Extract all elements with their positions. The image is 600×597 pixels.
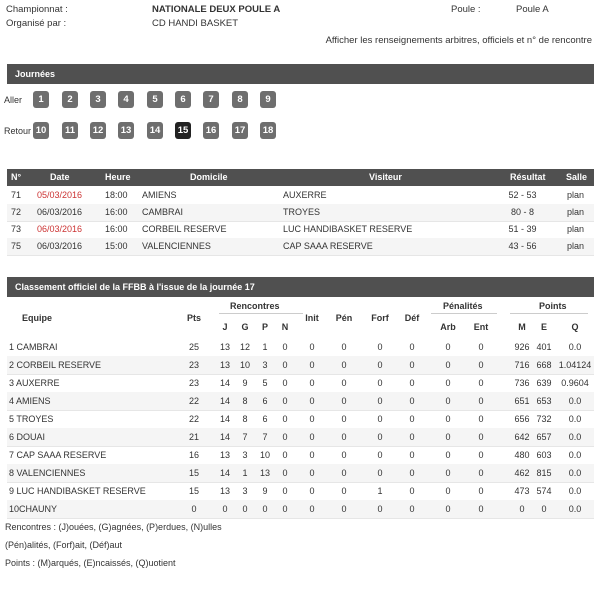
- cell-ent: 0: [478, 414, 484, 424]
- cell-g: 8: [242, 396, 248, 406]
- cell-g: 1: [242, 468, 248, 478]
- col-equipe: Equipe: [22, 313, 53, 323]
- cell-j: 13: [219, 486, 230, 496]
- cell-p: 0: [262, 504, 268, 514]
- journee-button-2[interactable]: 2: [62, 91, 78, 108]
- cell-q: 0.0: [568, 396, 582, 406]
- cell-forf: 0: [377, 504, 383, 514]
- team-name: 2 CORBEIL RESERVE: [9, 360, 102, 370]
- cell-arb: 0: [445, 378, 451, 388]
- cell-q: 0.9604: [561, 378, 589, 388]
- cell-forf: 1: [377, 486, 383, 496]
- col-pts: Pts: [186, 313, 201, 323]
- match-resultat: 80 - 8: [510, 207, 534, 217]
- cell-q: 0.0: [568, 504, 582, 514]
- cell-def: 0: [409, 504, 415, 514]
- cell-pen: 0: [341, 360, 347, 370]
- retour-label: Retour: [4, 126, 32, 136]
- cell-j: 14: [219, 432, 230, 442]
- cell-forf: 0: [377, 468, 383, 478]
- classement-row: [7, 464, 594, 483]
- cell-pen: 0: [341, 468, 347, 478]
- match-resultat: 43 - 56: [508, 241, 537, 251]
- col-m: M: [518, 322, 526, 332]
- cell-ent: 0: [478, 432, 484, 442]
- cell-def: 0: [409, 396, 415, 406]
- cell-forf: 0: [377, 378, 383, 388]
- cell-n: 0: [282, 504, 288, 514]
- cell-ent: 0: [478, 450, 484, 460]
- match-date: 06/03/2016: [37, 207, 83, 217]
- cell-pts: 15: [188, 468, 199, 478]
- col-n: N: [281, 322, 289, 332]
- cell-g: 8: [242, 414, 248, 424]
- cell-g: 9: [242, 378, 248, 388]
- cell-def: 0: [409, 414, 415, 424]
- team-name: 1 CAMBRAI: [9, 342, 58, 352]
- match-row: [7, 238, 594, 256]
- cell-arb: 0: [445, 360, 451, 370]
- match-domicile: AMIENS: [142, 190, 177, 200]
- cell-j: 14: [219, 396, 230, 406]
- championnat-value: NATIONALE DEUX POULE A: [152, 4, 281, 15]
- col-salle: Salle: [566, 172, 588, 182]
- cell-e: 815: [536, 468, 552, 478]
- classement-row: [7, 446, 594, 465]
- cell-forf: 0: [377, 414, 383, 424]
- cell-pts: 0: [191, 504, 197, 514]
- cell-j: 14: [219, 468, 230, 478]
- cell-m: 480: [514, 450, 530, 460]
- journee-button-12[interactable]: 12: [90, 122, 106, 139]
- cell-m: 462: [514, 468, 530, 478]
- match-visiteur: TROYES: [283, 207, 321, 217]
- journee-button-5[interactable]: 5: [147, 91, 163, 108]
- team-name: 4 AMIENS: [9, 396, 51, 406]
- cell-e: 732: [536, 414, 552, 424]
- organise-value: CD HANDI BASKET: [152, 18, 239, 29]
- cell-init: 0: [309, 414, 315, 424]
- match-salle[interactable]: plan: [567, 207, 585, 217]
- match-date: 06/03/2016: [37, 241, 83, 251]
- cell-pen: 0: [341, 396, 347, 406]
- cell-m: 642: [514, 432, 530, 442]
- cell-pts: 15: [188, 486, 199, 496]
- col-j: J: [222, 322, 228, 332]
- legend-penalites: (Pén)alités, (Forf)ait, (Déf)aut: [5, 540, 123, 550]
- journees-title: Journées: [15, 69, 56, 79]
- cell-forf: 0: [377, 342, 383, 352]
- cell-pen: 0: [341, 504, 347, 514]
- poule-label: Poule :: [451, 4, 481, 15]
- legend-rencontres: Rencontres : (J)ouées, (G)agnées, (P)erdues, (N)ulles: [5, 522, 222, 532]
- match-resultat: 51 - 39: [508, 224, 537, 234]
- cell-g: 3: [242, 486, 248, 496]
- match-visiteur: AUXERRE: [283, 190, 327, 200]
- classement-row: [7, 482, 594, 501]
- match-domicile: CAMBRAI: [142, 207, 184, 217]
- rencontres-underline: [219, 313, 303, 314]
- cell-ent: 0: [478, 378, 484, 388]
- cell-p: 5: [262, 378, 268, 388]
- cell-q: 0.0: [568, 450, 582, 460]
- cell-n: 0: [282, 396, 288, 406]
- match-num: 72: [11, 207, 22, 217]
- cell-def: 0: [409, 468, 415, 478]
- cell-pts: 22: [188, 396, 199, 406]
- cell-forf: 0: [377, 432, 383, 442]
- journee-button-14[interactable]: 14: [147, 122, 163, 139]
- journee-button-4[interactable]: 4: [118, 91, 134, 108]
- col-num: N°: [11, 172, 22, 182]
- match-date: 05/03/2016: [37, 190, 83, 200]
- classement-row: [7, 356, 594, 375]
- cell-arb: 0: [445, 486, 451, 496]
- cell-pen: 0: [341, 450, 347, 460]
- classement-row: [7, 410, 594, 429]
- col-p: P: [261, 322, 268, 332]
- match-row: [7, 204, 594, 222]
- cell-forf: 0: [377, 360, 383, 370]
- match-domicile: CORBEIL RESERVE: [142, 224, 227, 234]
- cell-p: 10: [259, 450, 270, 460]
- group-rencontres: Rencontres: [230, 301, 280, 311]
- cell-pts: 25: [188, 342, 199, 352]
- cell-init: 0: [309, 360, 315, 370]
- journee-button-11[interactable]: 11: [62, 122, 78, 139]
- cell-e: 401: [536, 342, 552, 352]
- cell-g: 12: [239, 342, 250, 352]
- match-resultat: 52 - 53: [508, 190, 537, 200]
- cell-g: 10: [239, 360, 250, 370]
- cell-m: 736: [514, 378, 530, 388]
- cell-q: 0.0: [568, 432, 582, 442]
- cell-e: 653: [536, 396, 552, 406]
- cell-init: 0: [309, 432, 315, 442]
- cell-n: 0: [282, 360, 288, 370]
- match-salle[interactable]: plan: [567, 224, 585, 234]
- cell-arb: 0: [445, 450, 451, 460]
- col-q: Q: [571, 322, 579, 332]
- col-forf: Forf: [371, 313, 389, 323]
- renseignements-link[interactable]: Afficher les renseignements arbitres, officiels et n° de rencontre: [325, 35, 592, 46]
- cell-j: 13: [219, 360, 230, 370]
- cell-m: 656: [514, 414, 530, 424]
- cell-g: 3: [242, 450, 248, 460]
- journee-button-15[interactable]: 15: [175, 122, 191, 139]
- journee-button-6[interactable]: 6: [175, 91, 191, 108]
- cell-n: 0: [282, 378, 288, 388]
- cell-init: 0: [309, 468, 315, 478]
- cell-forf: 0: [377, 450, 383, 460]
- match-num: 73: [11, 224, 22, 234]
- journee-button-8[interactable]: 8: [232, 91, 248, 108]
- col-resultat: Résultat: [510, 172, 546, 182]
- classement-title: Classement officiel de la FFBB à l'issue de la journée 17: [15, 282, 255, 292]
- cell-pen: 0: [341, 342, 347, 352]
- cell-def: 0: [409, 360, 415, 370]
- team-name: 5 TROYES: [9, 414, 54, 424]
- cell-e: 657: [536, 432, 552, 442]
- col-g: G: [241, 322, 249, 332]
- cell-init: 0: [309, 378, 315, 388]
- cell-p: 13: [259, 468, 270, 478]
- cell-q: 0.0: [568, 486, 582, 496]
- cell-forf: 0: [377, 396, 383, 406]
- cell-p: 1: [262, 342, 268, 352]
- cell-ent: 0: [478, 396, 484, 406]
- col-arb: Arb: [440, 322, 456, 332]
- classement-row: [7, 374, 594, 393]
- team-name: 9 LUC HANDIBASKET RESERVE: [9, 486, 146, 496]
- points-underline: [510, 313, 588, 314]
- cell-arb: 0: [445, 342, 451, 352]
- cell-j: 13: [219, 450, 230, 460]
- cell-init: 0: [309, 486, 315, 496]
- journee-button-16[interactable]: 16: [203, 122, 219, 139]
- journee-button-9[interactable]: 9: [260, 91, 276, 108]
- cell-p: 6: [262, 396, 268, 406]
- team-name: 6 DOUAI: [9, 432, 46, 442]
- cell-def: 0: [409, 432, 415, 442]
- team-name: 8 VALENCIENNES: [9, 468, 86, 478]
- cell-pen: 0: [341, 378, 347, 388]
- cell-n: 0: [282, 468, 288, 478]
- match-domicile: VALENCIENNES: [142, 241, 211, 251]
- cell-e: 603: [536, 450, 552, 460]
- cell-m: 0: [519, 504, 525, 514]
- col-e: E: [540, 322, 547, 332]
- cell-q: 1.04124: [558, 360, 592, 370]
- match-visiteur: LUC HANDIBASKET RESERVE: [283, 224, 413, 234]
- cell-ent: 0: [478, 360, 484, 370]
- poule-value: Poule A: [516, 4, 549, 15]
- col-ent: Ent: [473, 322, 489, 332]
- match-salle[interactable]: plan: [567, 241, 585, 251]
- match-row: [7, 221, 594, 239]
- journee-button-10[interactable]: 10: [33, 122, 49, 139]
- championnat-label: Championnat :: [6, 4, 68, 15]
- cell-p: 3: [262, 360, 268, 370]
- cell-e: 668: [536, 360, 552, 370]
- team-name: 7 CAP SAAA RESERVE: [9, 450, 107, 460]
- col-heure: Heure: [105, 172, 131, 182]
- col-visiteur: Visiteur: [369, 172, 402, 182]
- col-pen: Pén: [335, 313, 353, 323]
- classement-row: [7, 500, 594, 519]
- cell-e: 0: [541, 504, 547, 514]
- cell-pen: 0: [341, 414, 347, 424]
- cell-q: 0.0: [568, 414, 582, 424]
- cell-q: 0.0: [568, 342, 582, 352]
- cell-g: 7: [242, 432, 248, 442]
- classement-row: [7, 428, 594, 447]
- classement-row: [7, 338, 594, 357]
- cell-m: 926: [514, 342, 530, 352]
- col-init: Init: [305, 313, 319, 323]
- cell-j: 13: [219, 342, 230, 352]
- journee-button-17[interactable]: 17: [232, 122, 248, 139]
- cell-n: 0: [282, 414, 288, 424]
- cell-arb: 0: [445, 468, 451, 478]
- cell-arb: 0: [445, 504, 451, 514]
- journee-button-13[interactable]: 13: [118, 122, 134, 139]
- journees-header: [7, 64, 594, 84]
- cell-j: 0: [222, 504, 228, 514]
- classement-header: [7, 277, 594, 297]
- cell-def: 0: [409, 342, 415, 352]
- cell-arb: 0: [445, 414, 451, 424]
- cell-p: 7: [262, 432, 268, 442]
- team-name: 10CHAUNY: [9, 504, 58, 514]
- cell-init: 0: [309, 504, 315, 514]
- cell-ent: 0: [478, 342, 484, 352]
- team-name: 3 AUXERRE: [9, 378, 60, 388]
- cell-n: 0: [282, 342, 288, 352]
- match-num: 75: [11, 241, 22, 251]
- cell-pts: 23: [188, 360, 199, 370]
- classement-row: [7, 392, 594, 411]
- group-penalites: Pénalités: [443, 301, 483, 311]
- match-heure: 18:00: [105, 190, 128, 200]
- journee-button-18[interactable]: 18: [260, 122, 276, 139]
- cell-q: 0.0: [568, 468, 582, 478]
- cell-ent: 0: [478, 468, 484, 478]
- cell-pts: 16: [188, 450, 199, 460]
- cell-p: 6: [262, 414, 268, 424]
- cell-e: 639: [536, 378, 552, 388]
- journee-button-3[interactable]: 3: [90, 91, 106, 108]
- match-num: 71: [11, 190, 22, 200]
- cell-pts: 22: [188, 414, 199, 424]
- cell-pts: 23: [188, 378, 199, 388]
- col-def: Déf: [404, 313, 420, 323]
- cell-m: 473: [514, 486, 530, 496]
- cell-def: 0: [409, 450, 415, 460]
- match-heure: 15:00: [105, 241, 128, 251]
- match-row: [7, 187, 594, 205]
- cell-init: 0: [309, 450, 315, 460]
- cell-ent: 0: [478, 486, 484, 496]
- cell-j: 14: [219, 378, 230, 388]
- cell-arb: 0: [445, 432, 451, 442]
- organise-label: Organisé par :: [6, 18, 67, 29]
- cell-g: 0: [242, 504, 248, 514]
- cell-init: 0: [309, 396, 315, 406]
- cell-m: 716: [514, 360, 530, 370]
- legend-points: Points : (M)arqués, (E)ncaissés, (Q)uotient: [5, 558, 176, 568]
- cell-arb: 0: [445, 396, 451, 406]
- col-domicile: Domicile: [190, 172, 228, 182]
- cell-def: 0: [409, 378, 415, 388]
- group-points: Points: [539, 301, 567, 311]
- match-salle[interactable]: plan: [567, 190, 585, 200]
- cell-n: 0: [282, 432, 288, 442]
- cell-n: 0: [282, 450, 288, 460]
- cell-pen: 0: [341, 486, 347, 496]
- cell-e: 574: [536, 486, 552, 496]
- cell-def: 0: [409, 486, 415, 496]
- journee-button-7[interactable]: 7: [203, 91, 219, 108]
- cell-pen: 0: [341, 432, 347, 442]
- cell-p: 9: [262, 486, 268, 496]
- cell-j: 14: [219, 414, 230, 424]
- cell-n: 0: [282, 486, 288, 496]
- match-visiteur: CAP SAAA RESERVE: [283, 241, 373, 251]
- cell-pts: 21: [188, 432, 199, 442]
- aller-label: Aller: [4, 95, 23, 105]
- cell-ent: 0: [478, 504, 484, 514]
- match-date: 06/03/2016: [37, 224, 83, 234]
- cell-init: 0: [309, 342, 315, 352]
- cell-m: 651: [514, 396, 530, 406]
- match-heure: 16:00: [105, 207, 128, 217]
- penalites-underline: [431, 313, 497, 314]
- matches-header: [7, 169, 594, 186]
- col-date: Date: [50, 172, 70, 182]
- journee-button-1[interactable]: 1: [33, 91, 49, 108]
- match-heure: 16:00: [105, 224, 128, 234]
